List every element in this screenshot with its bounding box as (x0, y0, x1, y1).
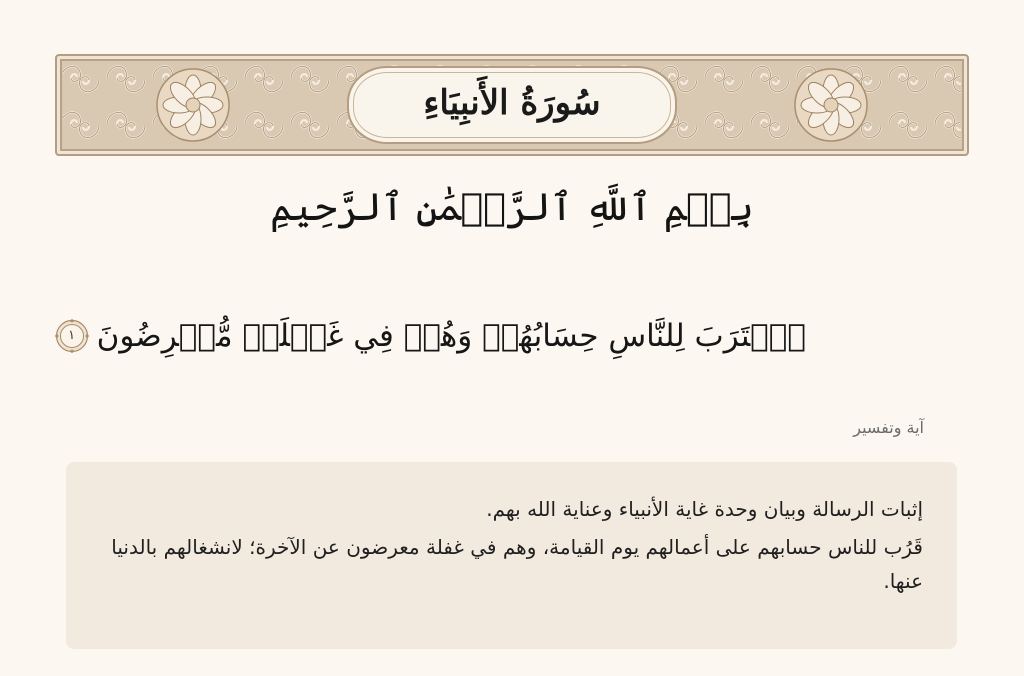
tafsir-box (66, 462, 957, 649)
rosette-icon-left (157, 69, 229, 141)
ayah-end-marker-icon (55, 319, 89, 353)
surah-name: سُورَةُ الأَنبِيَاءِ (423, 83, 601, 123)
verse-line[interactable] (55, 318, 806, 354)
verse-text[interactable]: ٱقۡتَرَبَ لِلنَّاسِ حِسَابُهُمۡ وَهُمۡ فِي غَفۡلَةٖ مُّعۡرِضُونَ (96, 318, 806, 354)
ayah-number: ١ (68, 328, 76, 343)
surah-header-banner (55, 54, 969, 156)
section-label: آية وتفسير (853, 418, 924, 437)
rosette-icon-right (795, 69, 867, 141)
surah-name-cartouche (347, 66, 677, 144)
tafsir-paragraph: إثبات الرسالة وبيان وحدة غاية الأنبياء وعناية الله بهم. (486, 497, 923, 521)
tafsir-paragraph: قَرُب للناس حسابهم على أعمالهم يوم القيامة، وهم في غفلة معرضون عن الآخرة؛ لانشغالهم بالدنيا عنها. (111, 535, 923, 593)
basmala: بِسۡمِ ٱللَّهِ ٱلرَّحۡمَٰنِ ٱلرَّحِيمِ (270, 185, 754, 229)
